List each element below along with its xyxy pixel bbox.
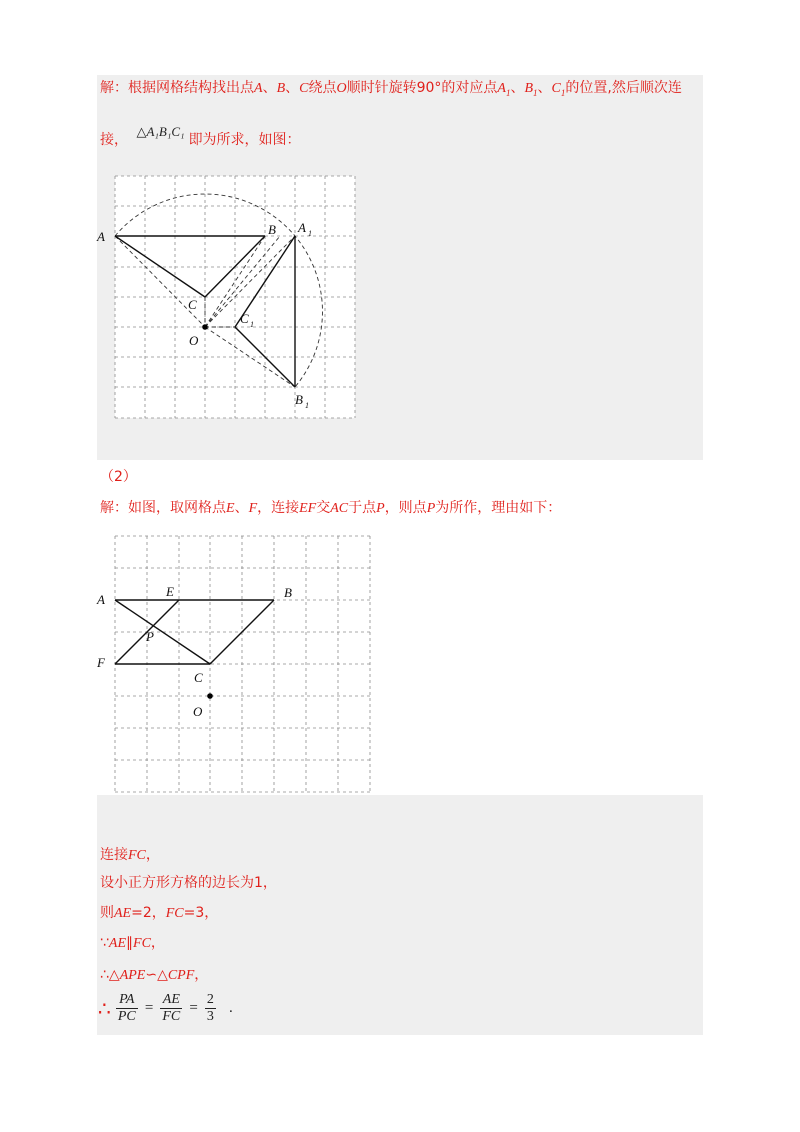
equals-sign: = bbox=[189, 1000, 198, 1016]
label-a-2: A bbox=[97, 592, 105, 607]
label-o-2: O bbox=[193, 704, 203, 719]
point-a-label: A bbox=[254, 81, 263, 96]
label-c-2: C bbox=[194, 670, 203, 685]
triangle-a1b1c1-label: △A₁B₁C₁ bbox=[136, 124, 185, 139]
separator: 、 bbox=[510, 80, 525, 96]
part2-text: 解：如图，取网格点 bbox=[100, 500, 226, 516]
fraction-denominator: 3 bbox=[206, 1009, 214, 1024]
segment-fc-label: FC bbox=[133, 936, 151, 951]
reasoning-text: 连接 bbox=[100, 847, 128, 863]
part2-text: 于点 bbox=[348, 500, 377, 516]
label-e: E bbox=[166, 584, 174, 599]
subscript: 1 bbox=[533, 87, 538, 98]
therefore-symbol: ∴ bbox=[98, 996, 111, 1021]
point-a1-label: A bbox=[497, 81, 506, 96]
label-f: F bbox=[97, 655, 105, 670]
reasoning-text: 设小正方形方格的边长为1， bbox=[100, 875, 277, 891]
reasoning-text: ， bbox=[194, 967, 209, 983]
segment-ae-label: AE bbox=[114, 906, 132, 921]
period: . bbox=[229, 1000, 233, 1016]
center-point-o bbox=[202, 324, 208, 330]
part1-text: 解：根据网格结构找出点 bbox=[100, 80, 254, 96]
part1-text: 接， bbox=[100, 132, 128, 148]
separator: 、 bbox=[262, 80, 277, 96]
label-a1-subscript: 1 bbox=[308, 229, 312, 238]
point-e-label: E bbox=[226, 501, 235, 516]
label-p: P bbox=[146, 629, 154, 644]
point-c-label: C bbox=[299, 81, 309, 96]
reasoning-text: ， bbox=[145, 847, 160, 863]
separator: 、 bbox=[285, 80, 300, 96]
label-a1: A bbox=[298, 220, 306, 235]
label-o: O bbox=[189, 333, 199, 348]
point-b-label: B bbox=[276, 81, 286, 96]
label-a: A bbox=[97, 229, 105, 244]
parallelogram-figure bbox=[90, 530, 380, 800]
fraction-numerator: AE bbox=[160, 992, 182, 1009]
label-b1: B bbox=[295, 392, 303, 407]
fraction-numerator: 2 bbox=[206, 992, 214, 1007]
point-p-label: P bbox=[376, 501, 385, 516]
part1-text: 即为所求，如图： bbox=[188, 132, 301, 148]
reasoning-text: =3， bbox=[183, 905, 219, 921]
triangle-ape-label: APE bbox=[119, 968, 146, 983]
rotation-figure bbox=[90, 170, 370, 430]
reasoning-line-4 bbox=[100, 933, 165, 954]
part1-text: 绕点 bbox=[308, 80, 337, 96]
point-o-dot bbox=[207, 693, 213, 699]
equals-sign: = bbox=[144, 1000, 154, 1016]
label-c: C bbox=[188, 297, 197, 312]
point-f-label: F bbox=[248, 501, 258, 516]
reasoning-line-6 bbox=[98, 992, 235, 1025]
point-c1-label: C bbox=[551, 81, 561, 96]
reasoning-text: ， bbox=[150, 935, 165, 951]
parallel-symbol: ∥ bbox=[126, 935, 134, 951]
label-c1: C bbox=[240, 311, 249, 326]
part2-heading-text: （2） bbox=[100, 469, 137, 485]
fraction-2-3 bbox=[205, 992, 216, 1025]
subscript: 1 bbox=[505, 87, 511, 98]
label-b: B bbox=[268, 222, 276, 237]
point-p-label: P bbox=[426, 501, 436, 516]
label-b1-subscript: 1 bbox=[305, 401, 309, 410]
separator: 、 bbox=[234, 500, 249, 516]
part1-line-2 bbox=[100, 124, 301, 150]
segment-ef-label: EF bbox=[299, 501, 317, 516]
point-o-label: O bbox=[336, 81, 347, 96]
segment-ae-label: AE bbox=[108, 936, 127, 951]
segment-fc-label: FC bbox=[128, 848, 146, 863]
reasoning-line-5 bbox=[100, 965, 208, 986]
therefore-triangle: ∴△ bbox=[100, 967, 120, 983]
part2-text: ，则点 bbox=[384, 500, 427, 516]
similar-triangle-symbol: ∽△ bbox=[145, 967, 168, 983]
triangle-cpf-label: CPF bbox=[167, 968, 195, 983]
part1-line-1 bbox=[100, 78, 682, 103]
point-b1-label: B bbox=[524, 81, 534, 96]
label-c1-subscript: 1 bbox=[250, 320, 254, 329]
fraction-pa-pc bbox=[116, 992, 138, 1025]
reasoning-line-1 bbox=[100, 845, 160, 866]
fraction-numerator: PA bbox=[116, 992, 138, 1009]
part1-text: 顺时针旋转90°的对应点 bbox=[346, 80, 498, 96]
fraction-denominator: FC bbox=[162, 1009, 181, 1024]
reasoning-line-2 bbox=[100, 873, 277, 893]
segment-ac-label: AC bbox=[330, 501, 349, 516]
part2-heading bbox=[100, 467, 137, 487]
part2-text: ，连接 bbox=[257, 500, 300, 516]
subscript: 1 bbox=[560, 87, 566, 98]
fraction-denominator: PC bbox=[117, 1009, 136, 1024]
part2-text: 为所作，理由如下： bbox=[435, 500, 562, 516]
separator: 、 bbox=[537, 80, 552, 96]
reasoning-text: =2， bbox=[131, 905, 166, 921]
segment-fc-label: FC bbox=[165, 906, 184, 921]
reasoning-line-3 bbox=[100, 903, 218, 924]
reasoning-text: 则 bbox=[100, 905, 114, 921]
part1-text: 的位置,然后顺次连 bbox=[565, 80, 682, 96]
because-symbol: ∵ bbox=[100, 935, 109, 951]
part2-text: 交 bbox=[316, 500, 331, 516]
part2-line-1 bbox=[100, 498, 561, 519]
label-b-2: B bbox=[284, 585, 292, 600]
fraction-ae-fc bbox=[160, 992, 182, 1025]
